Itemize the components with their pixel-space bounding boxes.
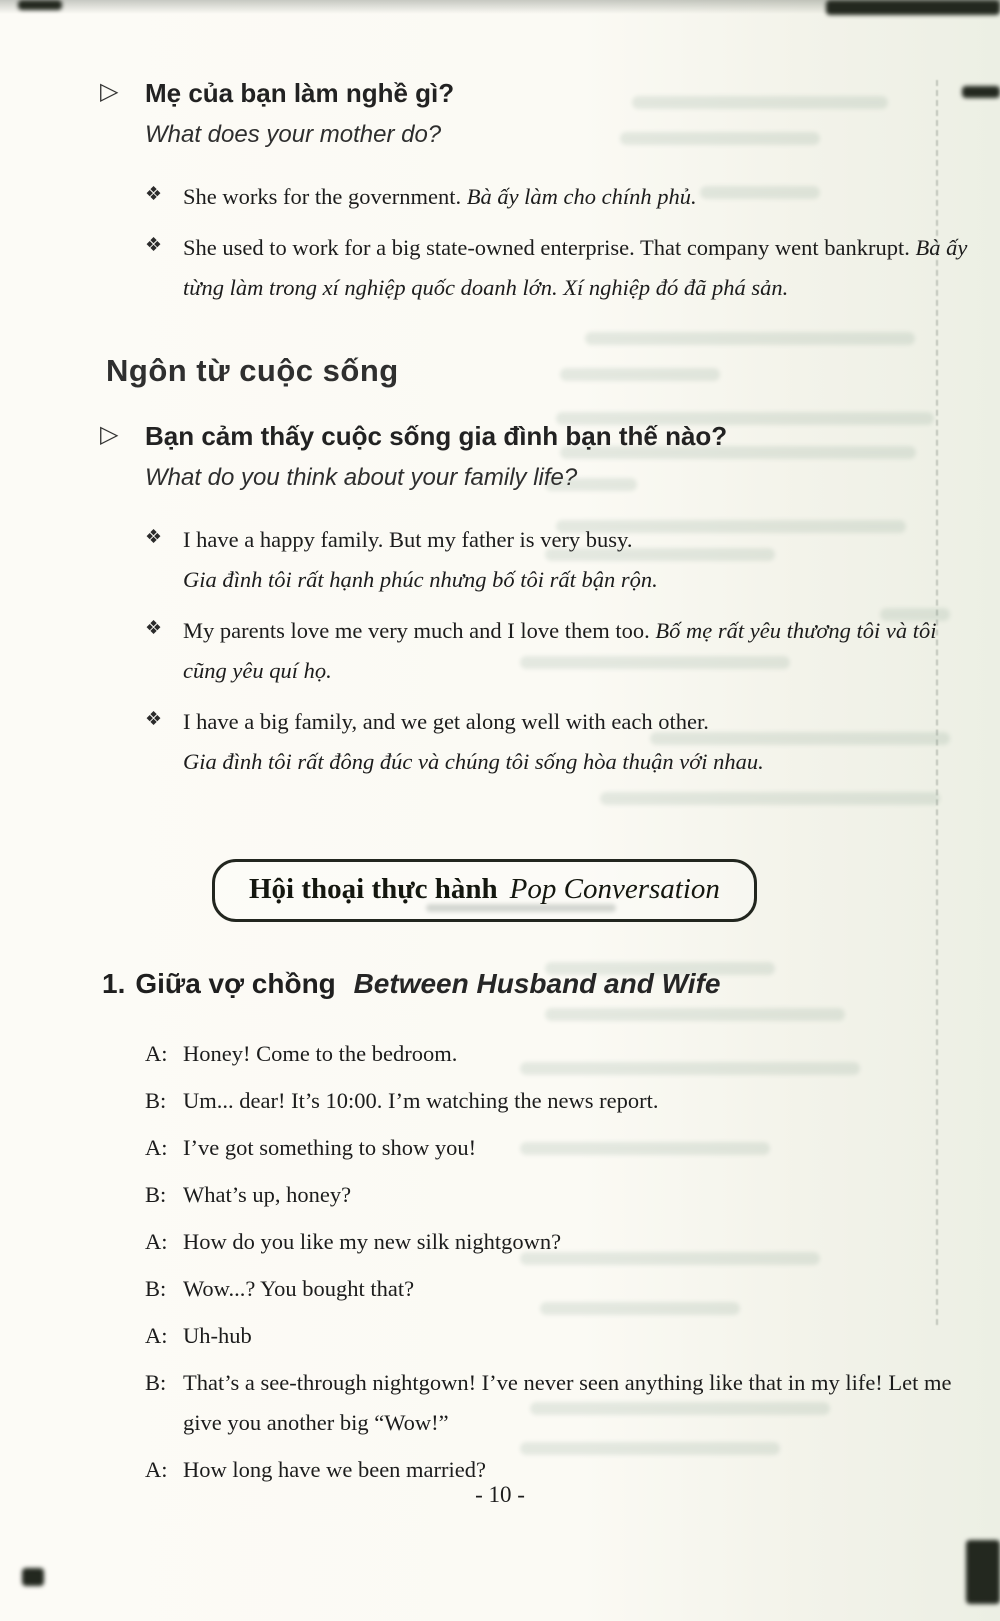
answer-english: She used to work for a big state-owned enterprise. That company went bankrupt. bbox=[183, 234, 910, 260]
dialog-section-number: 1. bbox=[102, 967, 126, 999]
dialog-text: I’ve got something to show you! bbox=[183, 1134, 477, 1160]
diamond-bullet-icon: ❖ bbox=[145, 526, 163, 548]
diamond-bullet-icon: ❖ bbox=[145, 234, 163, 256]
answer-item bbox=[145, 702, 974, 783]
qa-block-family-life bbox=[100, 421, 974, 783]
dialog-section-title bbox=[102, 968, 974, 1000]
dialog-line bbox=[145, 1128, 974, 1168]
answer-english: I have a big family, and we get along well with each other. bbox=[183, 708, 709, 734]
dialog-text: That’s a see-through nightgown! I’ve never seen anything like that in my life! Let me give you another big “Wow!” bbox=[183, 1369, 952, 1435]
speaker-label: B: bbox=[145, 1369, 167, 1395]
dialog-text: How do you like my new silk nightgown? bbox=[183, 1228, 562, 1254]
speaker-label: B: bbox=[145, 1181, 167, 1207]
dialog-title-english: Between Husband and Wife bbox=[353, 967, 721, 999]
section-banner bbox=[212, 859, 757, 922]
question-english: What do you think about your family life? bbox=[145, 463, 578, 491]
dialog-text: Wow...? You bought that? bbox=[183, 1275, 415, 1301]
section-heading: Ngôn từ cuộc sống bbox=[106, 352, 399, 388]
answer-vietnamese: Gia đình tôi rất đông đúc và chúng tôi sống hòa thuận với nhau. bbox=[183, 749, 764, 774]
dialog-line bbox=[145, 1081, 974, 1121]
speaker-label: B: bbox=[145, 1087, 167, 1113]
dialog-text: Uh-hub bbox=[183, 1322, 252, 1348]
question-english: What does your mother do? bbox=[145, 121, 442, 148]
dialog-line bbox=[145, 1034, 974, 1074]
diamond-bullet-icon: ❖ bbox=[145, 617, 163, 639]
answer-item bbox=[145, 520, 974, 601]
scan-mark bbox=[966, 1540, 1000, 1604]
question-vietnamese bbox=[100, 78, 974, 109]
answer-item bbox=[145, 177, 974, 218]
speaker-label: A: bbox=[145, 1228, 168, 1254]
dialog-line bbox=[145, 1316, 974, 1356]
speaker-label: A: bbox=[145, 1134, 168, 1160]
dialog-line bbox=[145, 1363, 974, 1443]
dialog-line bbox=[145, 1222, 974, 1262]
dialog-text: How long have we been married? bbox=[183, 1456, 487, 1482]
banner-title-vietnamese: Hội thoại thực hành bbox=[249, 872, 498, 905]
speaker-label: B: bbox=[145, 1275, 167, 1301]
diamond-bullet-icon: ❖ bbox=[145, 708, 163, 730]
scan-mark bbox=[22, 1568, 44, 1586]
answer-item bbox=[145, 228, 974, 309]
banner-title-english: Pop Conversation bbox=[509, 872, 720, 905]
dialog-text: What’s up, honey? bbox=[183, 1181, 352, 1207]
dialog-line bbox=[145, 1269, 974, 1309]
dialog-lines bbox=[100, 1034, 974, 1490]
triangle-bullet-icon: ▷ bbox=[100, 420, 119, 448]
dialog-text: Um... dear! It’s 10:00. I’m watching the news report. bbox=[183, 1087, 659, 1113]
question-text: Bạn cảm thấy cuộc sống gia đình bạn thế nào? bbox=[145, 420, 728, 451]
answer-vietnamese: Bà ấy làm cho chính phủ. bbox=[466, 184, 697, 209]
dialog-line bbox=[145, 1175, 974, 1215]
dialog-text: Honey! Come to the bedroom. bbox=[183, 1040, 458, 1066]
answer-english: I have a happy family. But my father is very busy. bbox=[183, 526, 633, 552]
answer-english: She works for the government. bbox=[183, 184, 462, 209]
diamond-bullet-icon: ❖ bbox=[145, 184, 163, 205]
speaker-label: A: bbox=[145, 1040, 168, 1066]
answer-english: My parents love me very much and I love them too. bbox=[183, 617, 650, 643]
question-text: Mẹ của bạn làm nghề gì? bbox=[145, 78, 455, 108]
answer-vietnamese: Bố mẹ rất yêu thương tôi và tôi cũng yêu quí họ. bbox=[183, 617, 937, 683]
answer-item bbox=[145, 611, 974, 692]
qa-block-mother bbox=[100, 78, 974, 309]
answer-vietnamese: Bà ấy từng làm trong xí nghiệp quốc doanh lớn. Xí nghiệp đó đã phá sản. bbox=[183, 234, 968, 300]
answer-vietnamese: Gia đình tôi rất hạnh phúc nhưng bố tôi rất bận rộn. bbox=[183, 567, 658, 592]
dialog-title-vietnamese: Giữa vợ chồng bbox=[135, 967, 336, 999]
speaker-label: A: bbox=[145, 1456, 168, 1482]
speaker-label: A: bbox=[145, 1322, 168, 1348]
question-vietnamese bbox=[100, 421, 974, 452]
page-number: - 10 - bbox=[475, 1482, 525, 1507]
triangle-bullet-icon: ▷ bbox=[100, 78, 119, 105]
